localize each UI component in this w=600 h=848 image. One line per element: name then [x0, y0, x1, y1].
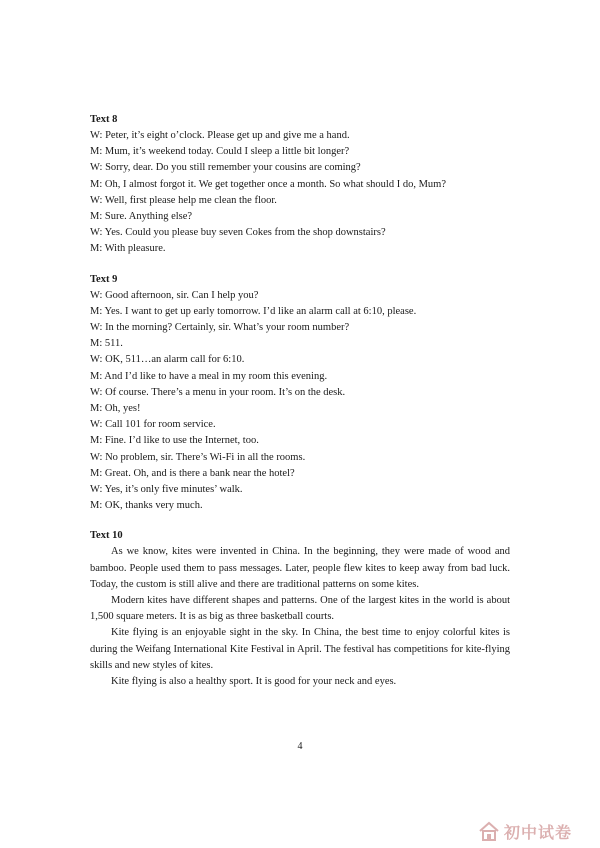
dialogue-line: W: Yes, it’s only five minutes’ walk.: [90, 484, 243, 496]
dialogue-line: W: Well, first please help me clean the floor.: [90, 194, 277, 206]
dialogue-line: W: Good afternoon, sir. Can I help you?: [90, 289, 259, 301]
dialogue-line: M: Mum, it’s weekend today. Could I sleep a little bit longer?: [90, 146, 350, 158]
document-page: [90, 112, 510, 704]
dialogue-line: W: OK, 511…an alarm call for 6:10.: [90, 354, 245, 366]
section-heading: Text 10: [90, 530, 123, 542]
passage-paragraph: Modern kites have different shapes and patterns. One of the largest kites in the world is about 1,500 square meters. It is as big as three basketball courts.: [90, 595, 510, 623]
passage-paragraph: Kite flying is also a healthy sport. It is good for your neck and eyes.: [111, 676, 397, 688]
dialogue-line: M: With pleasure.: [90, 243, 166, 255]
dialogue-line: M: OK, thanks very much.: [90, 500, 203, 512]
dialogue-line: W: Peter, it’s eight o’clock. Please get up and give me a hand.: [90, 130, 350, 141]
house-logo-icon: [478, 820, 500, 842]
dialogue-line: M: Oh, yes!: [90, 403, 141, 415]
dialogue-line: M: Yes. I want to get up early tomorrow. I’d like an alarm call at 6:10, please.: [90, 305, 417, 317]
dialogue-line: M: Fine. I’d like to use the Internet, too.: [90, 435, 259, 447]
section-text-10: [90, 528, 510, 690]
section-text-8: [90, 112, 510, 258]
dialogue-line: W: No problem, sir. There’s Wi-Fi in all the rooms.: [90, 451, 306, 463]
dialogue-line: W: Call 101 for room service.: [90, 419, 216, 431]
watermark-text: 初中试卷: [504, 822, 573, 842]
dialogue-line: W: In the morning? Certainly, sir. What’s your room number?: [90, 322, 350, 334]
dialogue-line: M: Great. Oh, and is there a bank near the hotel?: [90, 467, 295, 479]
page-number: 4: [297, 741, 303, 752]
dialogue-line: W: Of course. There’s a menu in your room. It’s on the desk.: [90, 386, 346, 398]
dialogue-line: M: And I’d like to have a meal in my room this evening.: [90, 370, 328, 382]
dialogue-line: M: Sure. Anything else?: [90, 211, 193, 223]
section-heading: Text 8: [90, 114, 118, 125]
dialogue-line: M: 511.: [90, 338, 123, 350]
section-text-9: [90, 272, 510, 515]
dialogue-line: M: Oh, I almost forgot it. We get together once a month. So what should I do, Mum?: [90, 178, 447, 190]
passage-paragraph: Kite flying is an enjoyable sight in the sky. In China, the best time to enjoy colorful kites is during the Weifang International Kite Festival in April. The festival has competitions for kite-flying skills and new styles of kites.: [90, 627, 510, 671]
watermark: [478, 817, 596, 845]
passage-paragraph: As we know, kites were invented in China. In the beginning, they were made of wood and bamboo. People used them to pass messages. Later, people flew kites to keep away from bad luck. Today, the custom is still alive and there are traditional patterns on some kites.: [90, 546, 510, 590]
section-heading: Text 9: [90, 273, 118, 285]
dialogue-line: W: Sorry, dear. Do you still remember your cousins are coming?: [90, 162, 361, 174]
dialogue-line: W: Yes. Could you please buy seven Cokes from the shop downstairs?: [90, 227, 386, 239]
